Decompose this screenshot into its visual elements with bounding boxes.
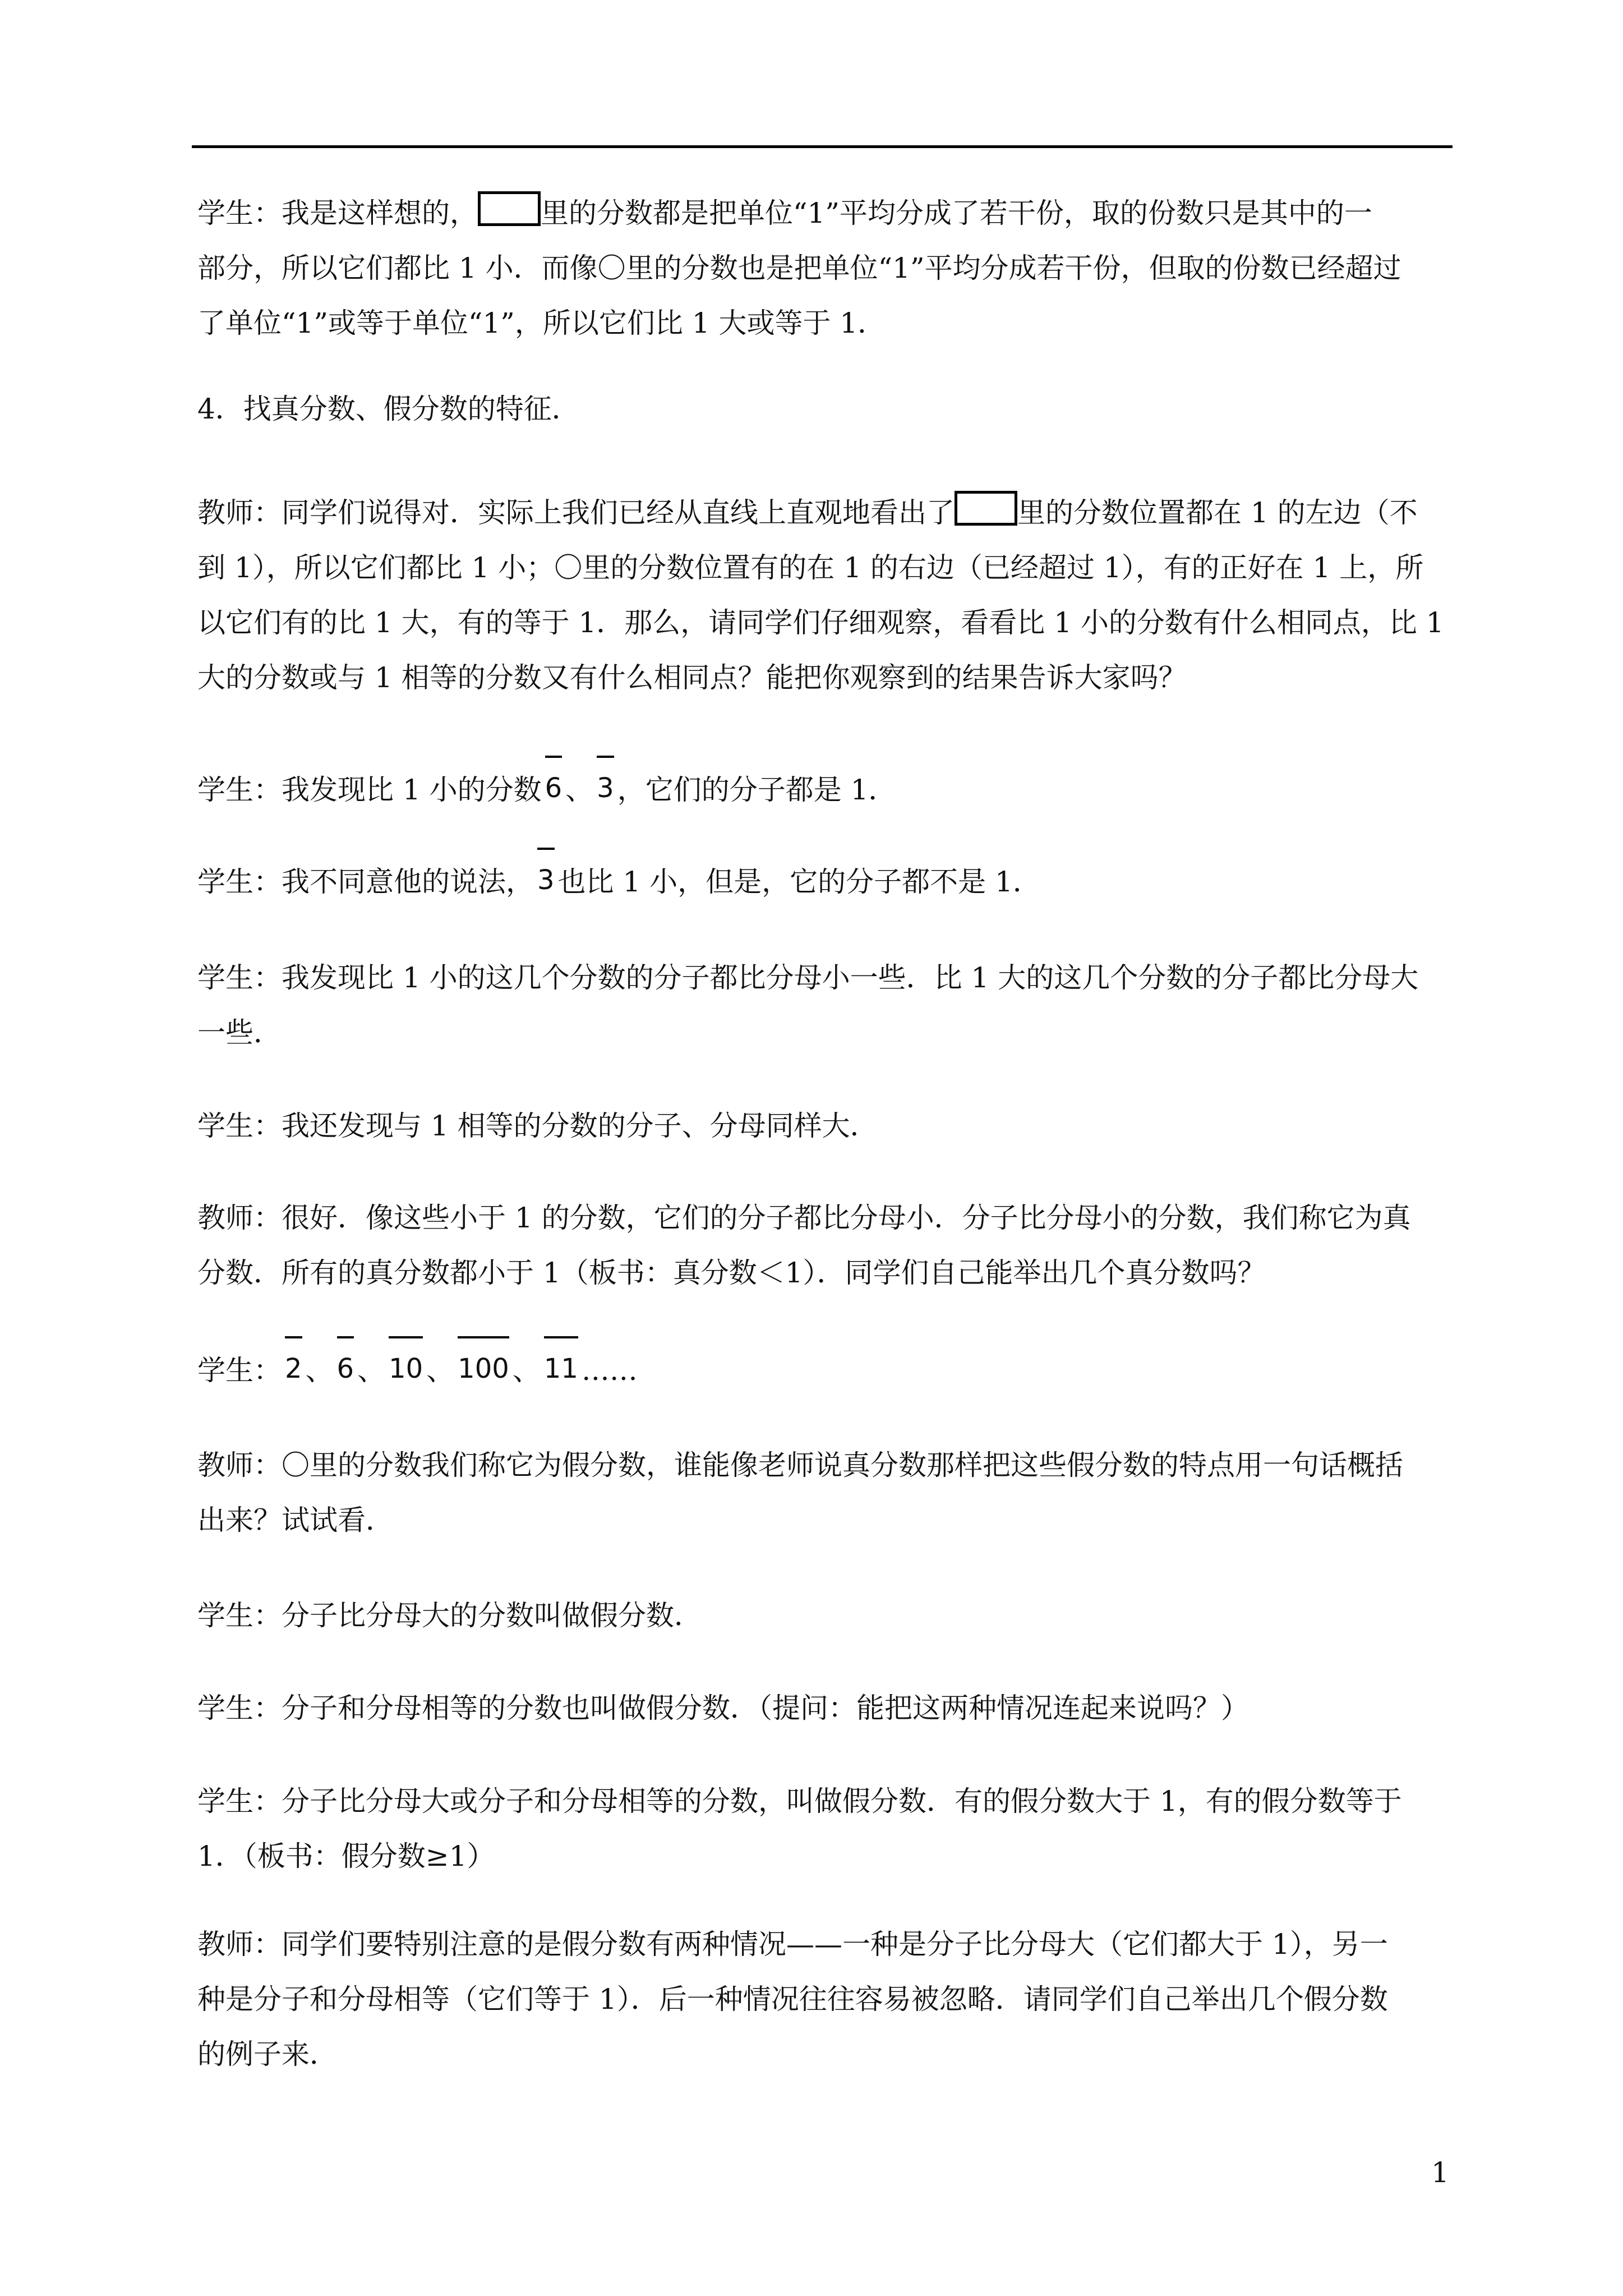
text-line: 的例子来．: [197, 2038, 338, 2070]
text: 学生：我不同意他的说法，: [197, 866, 534, 898]
text-line: 教师：同学们要特别注意的是假分数有两种情况——一种是分子比分母大（它们都大于 1），另一: [197, 1928, 1388, 1961]
paragraph-teacher-proper: [197, 1190, 1456, 1300]
text-line: 种是分子和分母相等（它们等于 1）．后一种情况往往容易被忽略．请同学们自己举出几个假分数: [197, 1983, 1388, 2016]
paragraph-student-examples: [197, 1341, 1456, 1398]
separator: 、: [357, 1354, 386, 1387]
denominator: 3: [537, 864, 555, 896]
fraction: [534, 852, 558, 908]
separator: 、: [565, 774, 594, 806]
section-heading: 4．找真分数、假分数的特征．: [197, 393, 580, 425]
paragraph-student-definition-1: 学生：分子比分母大的分数叫做假分数．: [197, 1599, 702, 1632]
denominator: 2: [285, 1353, 302, 1384]
denominator: 6: [545, 772, 562, 804]
paragraph-student-fractions: [197, 760, 1456, 817]
separator: 、: [305, 1354, 334, 1387]
text-line: 部分，所以它们都比 1 小．而像〇里的分数也是把单位“1”平均分成若干份，但取的份数已经超过: [197, 252, 1401, 284]
separator: 、: [512, 1354, 541, 1387]
paragraph-student-definition-2: 学生：分子和分母相等的分数也叫做假分数．（提问：能把这两种情况连起来说吗？）: [197, 1692, 1249, 1724]
ellipsis: ……: [581, 1354, 638, 1387]
text: 学生：我是这样想的，: [197, 197, 478, 229]
text-line: 以它们有的比 1 大，有的等于 1．那么，请同学们仔细观察，看看比 1 小的分数有什么相同点，比 1: [197, 606, 1444, 639]
text: 里的分数都是把单位“1”平均分成了若干份，取的份数只是其中的一: [541, 197, 1372, 229]
text: 也比 1 小，但是，它的分子都不是 1．: [557, 866, 1041, 898]
text: ，它们的分子都是 1．: [617, 774, 897, 806]
square-box-icon: [955, 491, 1017, 526]
text-line: 分数．所有的真分数都小于 1（板书：真分数＜1）．同学们自己能举出几个真分数吗？: [197, 1257, 1266, 1289]
fraction: [541, 1341, 582, 1396]
text: 教师：同学们说得对．实际上我们已经从直线上直观地看出了: [197, 496, 955, 529]
paragraph-teacher-note: [197, 1917, 1456, 2082]
text-line: 一些．: [197, 1016, 282, 1049]
fraction: [282, 1341, 306, 1396]
text-line: 到 1），所以它们都比 1 小；〇里的分数位置有的在 1 的右边（已经超过 1），有的正好在 1 上，所: [197, 551, 1424, 584]
denominator: 3: [597, 772, 614, 804]
fraction: [542, 760, 566, 816]
fraction: [454, 1341, 513, 1396]
fraction: [385, 1341, 426, 1396]
denominator: 6: [336, 1353, 354, 1384]
paragraph-student-reasoning: [197, 186, 1456, 351]
fraction: [593, 760, 617, 816]
text-line: 1．（板书：假分数≥1）: [197, 1840, 495, 1872]
text-line: 出来？试试看．: [197, 1504, 394, 1536]
paragraph-student-numerators: [197, 950, 1456, 1060]
paragraph-teacher-improper: [197, 1438, 1456, 1548]
text: 学生：我发现比 1 小的分数: [197, 774, 542, 806]
paragraph-teacher-observation: [197, 485, 1456, 705]
denominator: 100: [458, 1353, 509, 1384]
text: 里的分数位置都在 1 的左边（不: [1017, 496, 1418, 529]
text: 学生：: [197, 1354, 282, 1387]
text-line: 学生：我发现比 1 小的这几个分数的分子都比分母小一些．比 1 大的这几个分数的分子都比分母大: [197, 961, 1419, 994]
text-line: 教师：〇里的分数我们称它为假分数，谁能像老师说真分数那样把这些假分数的特点用一句话概括: [197, 1449, 1403, 1481]
text-line: 了单位“1”或等于单位“1”，所以它们比 1 大或等于 1．: [197, 307, 886, 339]
paragraph-student-equal: 学生：我还发现与 1 相等的分数的分子、分母同样大．: [197, 1110, 878, 1142]
square-box-icon: [478, 191, 541, 226]
text-line: 学生：分子比分母大或分子和分母相等的分数，叫做假分数．有的假分数大于 1，有的假分数等于: [197, 1785, 1402, 1818]
paragraph-student-disagree: [197, 852, 1456, 909]
denominator: 10: [389, 1353, 423, 1384]
text-line: 大的分数或与 1 相等的分数又有什么相同点？能把你观察到的结果告诉大家吗？: [197, 661, 1187, 694]
page-number: 1: [1431, 2156, 1449, 2189]
header-rule: [192, 145, 1453, 148]
denominator: 11: [543, 1353, 578, 1384]
separator: 、: [426, 1354, 455, 1387]
paragraph-student-definition-3: [197, 1774, 1456, 1884]
fraction: [334, 1341, 358, 1396]
text-line: 教师：很好．像这些小于 1 的分数，它们的分子都比分母小．分子比分母小的分数，我们称它为真: [197, 1202, 1411, 1234]
